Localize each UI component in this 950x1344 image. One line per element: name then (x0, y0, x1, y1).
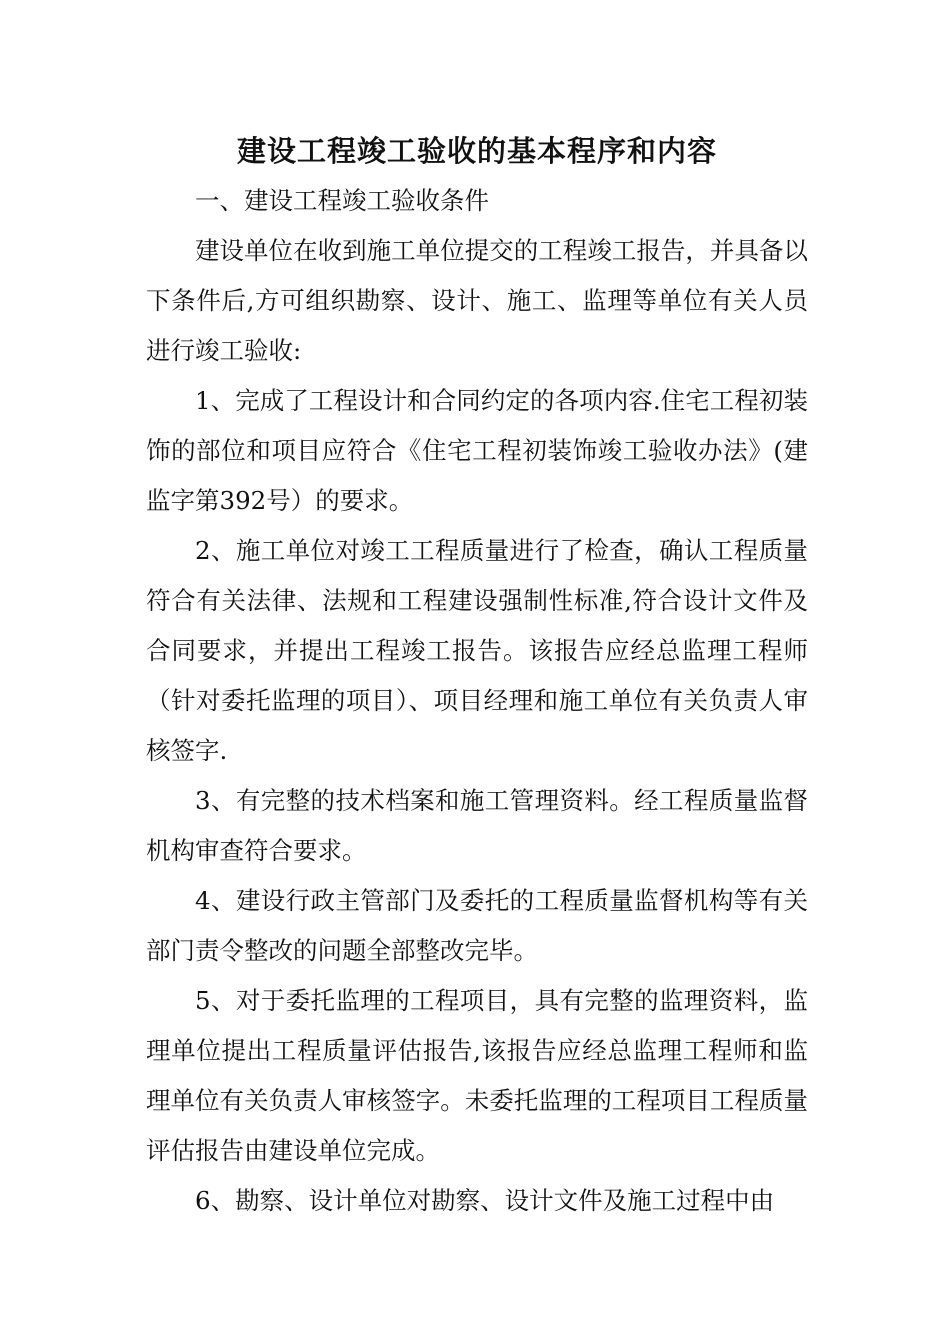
paragraph-item-3: 3、有完整的技术档案和施工管理资料。经工程质量监督机构审查符合要求。 (146, 786, 808, 865)
paragraph-item-2: 2、施工单位对竣工工程质量进行了检查，确认工程质量符合有关法律、法规和工程建设强制性标准,符合设计文件及合同要求，并提出工程竣工报告。该报告应经总监理工程师（针对委托监理的项目）、项目经理和施工单位有关负责人审核签字. (146, 536, 808, 765)
document-page (146, 126, 808, 1226)
paragraph-intro: 建设单位在收到施工单位提交的工程竣工报告，并具备以下条件后,方可组织勘察、设计、施工、监理等单位有关人员进行竣工验收: (146, 236, 808, 365)
paragraph-item-5: 5、对于委托监理的工程项目，具有完整的监理资料，监理单位提出工程质量评估报告,该报告应经总监理工程师和监理单位有关负责人审核签字。未委托监理的工程项目工程质量评估报告由建设单位完成。 (146, 986, 808, 1165)
paragraph-item-1: 1、完成了工程设计和合同约定的各项内容.住宅工程初装饰的部位和项目应符合《住宅工程初装饰竣工验收办法》(建监字第392号）的要求。 (146, 386, 808, 515)
section-heading: 一、建设工程竣工验收条件 (195, 186, 489, 215)
paragraph-item-4: 4、建设行政主管部门及委托的工程质量监督机构等有关部门责令整改的问题全部整改完毕。 (146, 886, 808, 965)
paragraph-item-6: 6、勘察、设计单位对勘察、设计文件及施工过程中由 (195, 1186, 775, 1215)
document-title: 建设工程竣工验收的基本程序和内容 (236, 134, 717, 168)
